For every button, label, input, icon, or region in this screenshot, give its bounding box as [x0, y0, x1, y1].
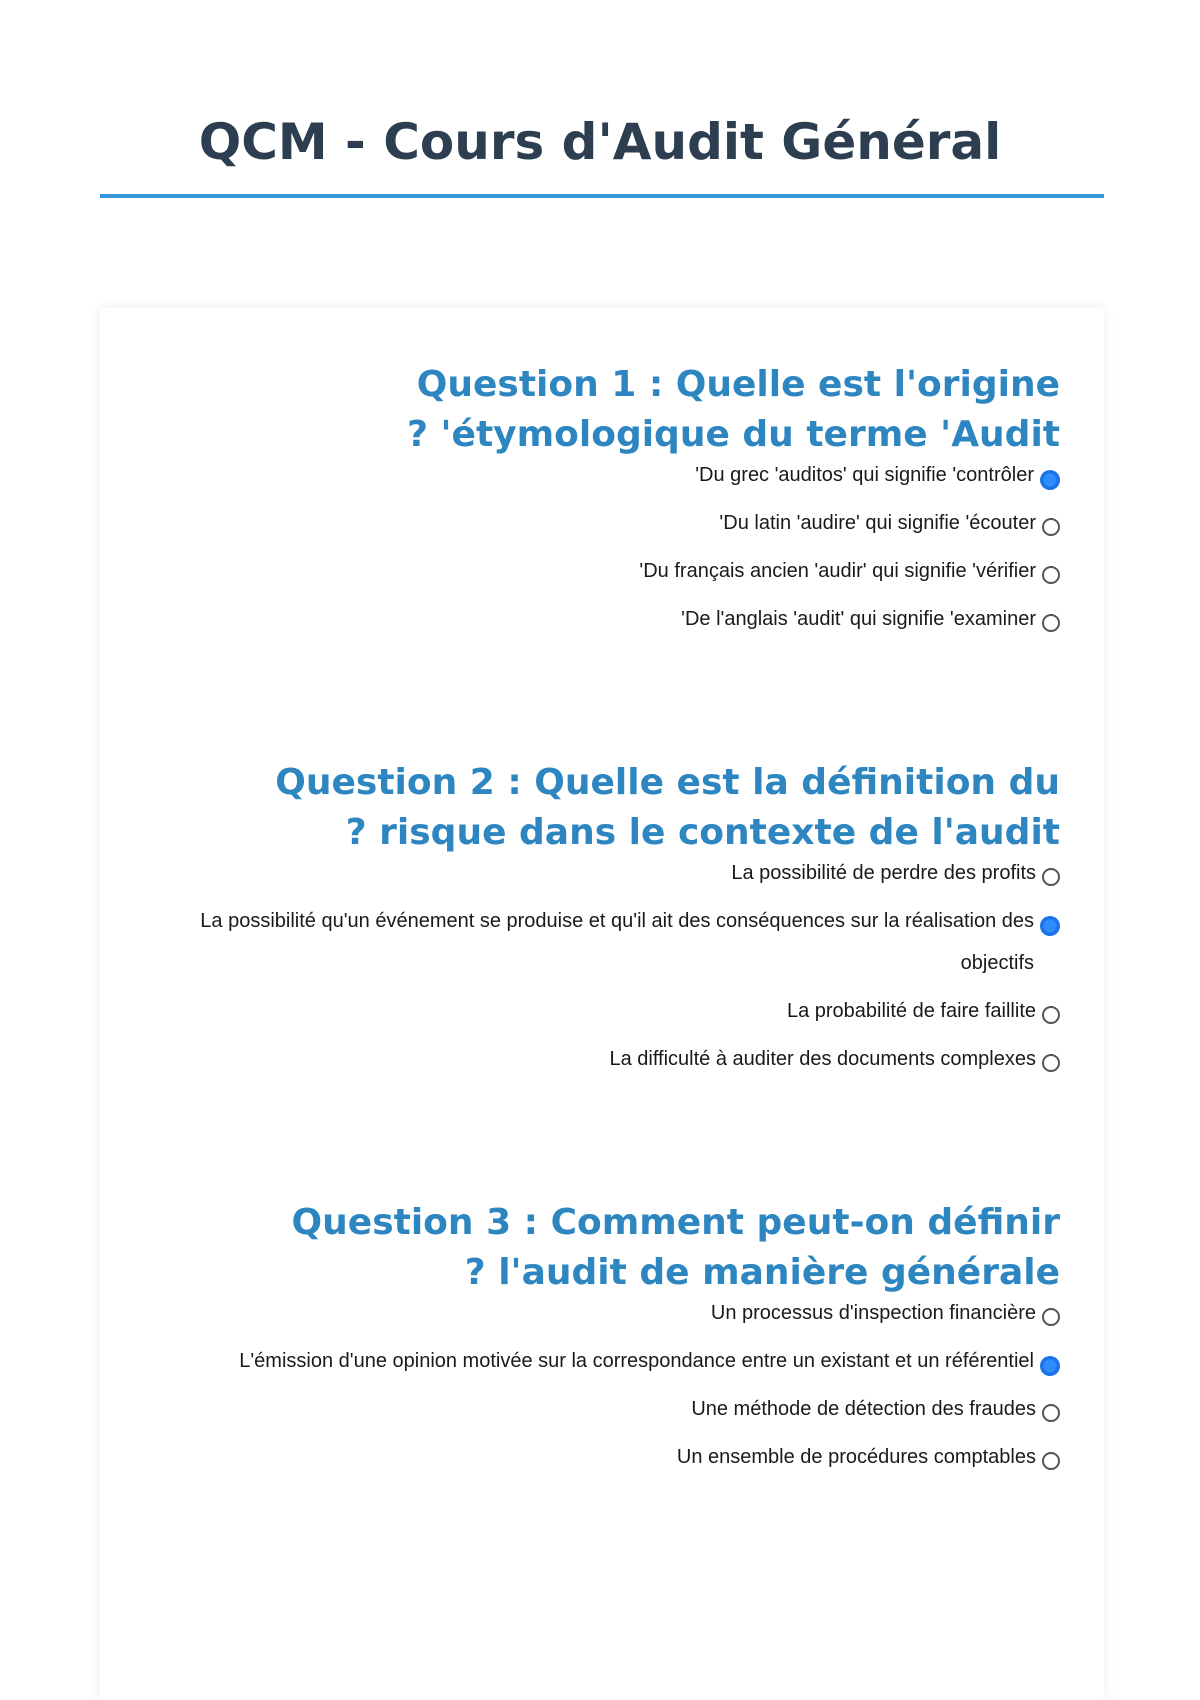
answer-label: Un processus d'inspection financière [710, 1302, 1036, 1324]
answer-label: Du français ancien 'audir' qui signifie 'vérifier' [639, 560, 1036, 582]
radio-unchecked-icon[interactable] [1042, 518, 1060, 536]
answer-option[interactable] [160, 1046, 1060, 1080]
answer-label: La possibilité de perdre des profits [731, 862, 1036, 884]
radio-unchecked-icon[interactable] [1042, 1452, 1060, 1470]
radio-unchecked-icon[interactable] [1042, 1308, 1060, 1326]
question-title: Question 3 : Comment peut-on définir l'audit de manière générale ? [291, 1202, 1060, 1293]
answer-label: L'émission d'une opinion motivée sur la correspondance entre un existant et un référentiel [239, 1350, 1034, 1372]
radio-unchecked-icon[interactable] [1042, 566, 1060, 584]
answer-option[interactable] [160, 908, 1060, 984]
radio-unchecked-icon[interactable] [1042, 1054, 1060, 1072]
answer-option[interactable] [160, 510, 1060, 544]
question-block [160, 360, 1060, 654]
answer-option[interactable] [160, 860, 1060, 894]
answer-label: Du latin 'audire' qui signifie 'écouter' [719, 512, 1036, 534]
quiz-card [100, 308, 1104, 1700]
answer-option[interactable] [160, 998, 1060, 1032]
answer-label: Un ensemble de procédures comptables [676, 1446, 1036, 1468]
radio-checked-icon[interactable] [1040, 470, 1060, 490]
radio-checked-icon[interactable] [1040, 916, 1060, 936]
page-title: QCM - Cours d'Audit Général [198, 113, 1002, 171]
answer-label: La probabilité de faire faillite [786, 1000, 1036, 1022]
answer-option[interactable] [160, 606, 1060, 640]
radio-unchecked-icon[interactable] [1042, 1006, 1060, 1024]
question-title: Question 2 : Quelle est la définition du risque dans le contexte de l'audit ? [275, 762, 1060, 853]
answer-label: Du grec 'auditos' qui signifie 'contrôler' [695, 464, 1034, 486]
radio-unchecked-icon[interactable] [1042, 868, 1060, 886]
answer-option[interactable] [160, 1348, 1060, 1382]
radio-unchecked-icon[interactable] [1042, 614, 1060, 632]
answer-option[interactable] [160, 1396, 1060, 1430]
answer-option[interactable] [160, 1300, 1060, 1334]
answer-label: La possibilité qu'un événement se produise et qu'il ait des conséquences sur la réalisation des objectifs [200, 910, 1034, 974]
radio-checked-icon[interactable] [1040, 1356, 1060, 1376]
question-block [160, 758, 1060, 1094]
answer-label: De l'anglais 'audit' qui signifie 'examiner' [681, 608, 1036, 630]
answer-option[interactable] [160, 1444, 1060, 1478]
question-block [160, 1198, 1060, 1492]
question-title: Question 1 : Quelle est l'origine étymologique du terme 'Audit' ? [407, 364, 1060, 455]
answer-label: Une méthode de détection des fraudes [691, 1398, 1036, 1420]
answer-label: La difficulté à auditer des documents complexes [609, 1048, 1036, 1070]
title-divider [100, 194, 1104, 198]
answer-option[interactable] [160, 462, 1060, 496]
radio-unchecked-icon[interactable] [1042, 1404, 1060, 1422]
answer-option[interactable] [160, 558, 1060, 592]
